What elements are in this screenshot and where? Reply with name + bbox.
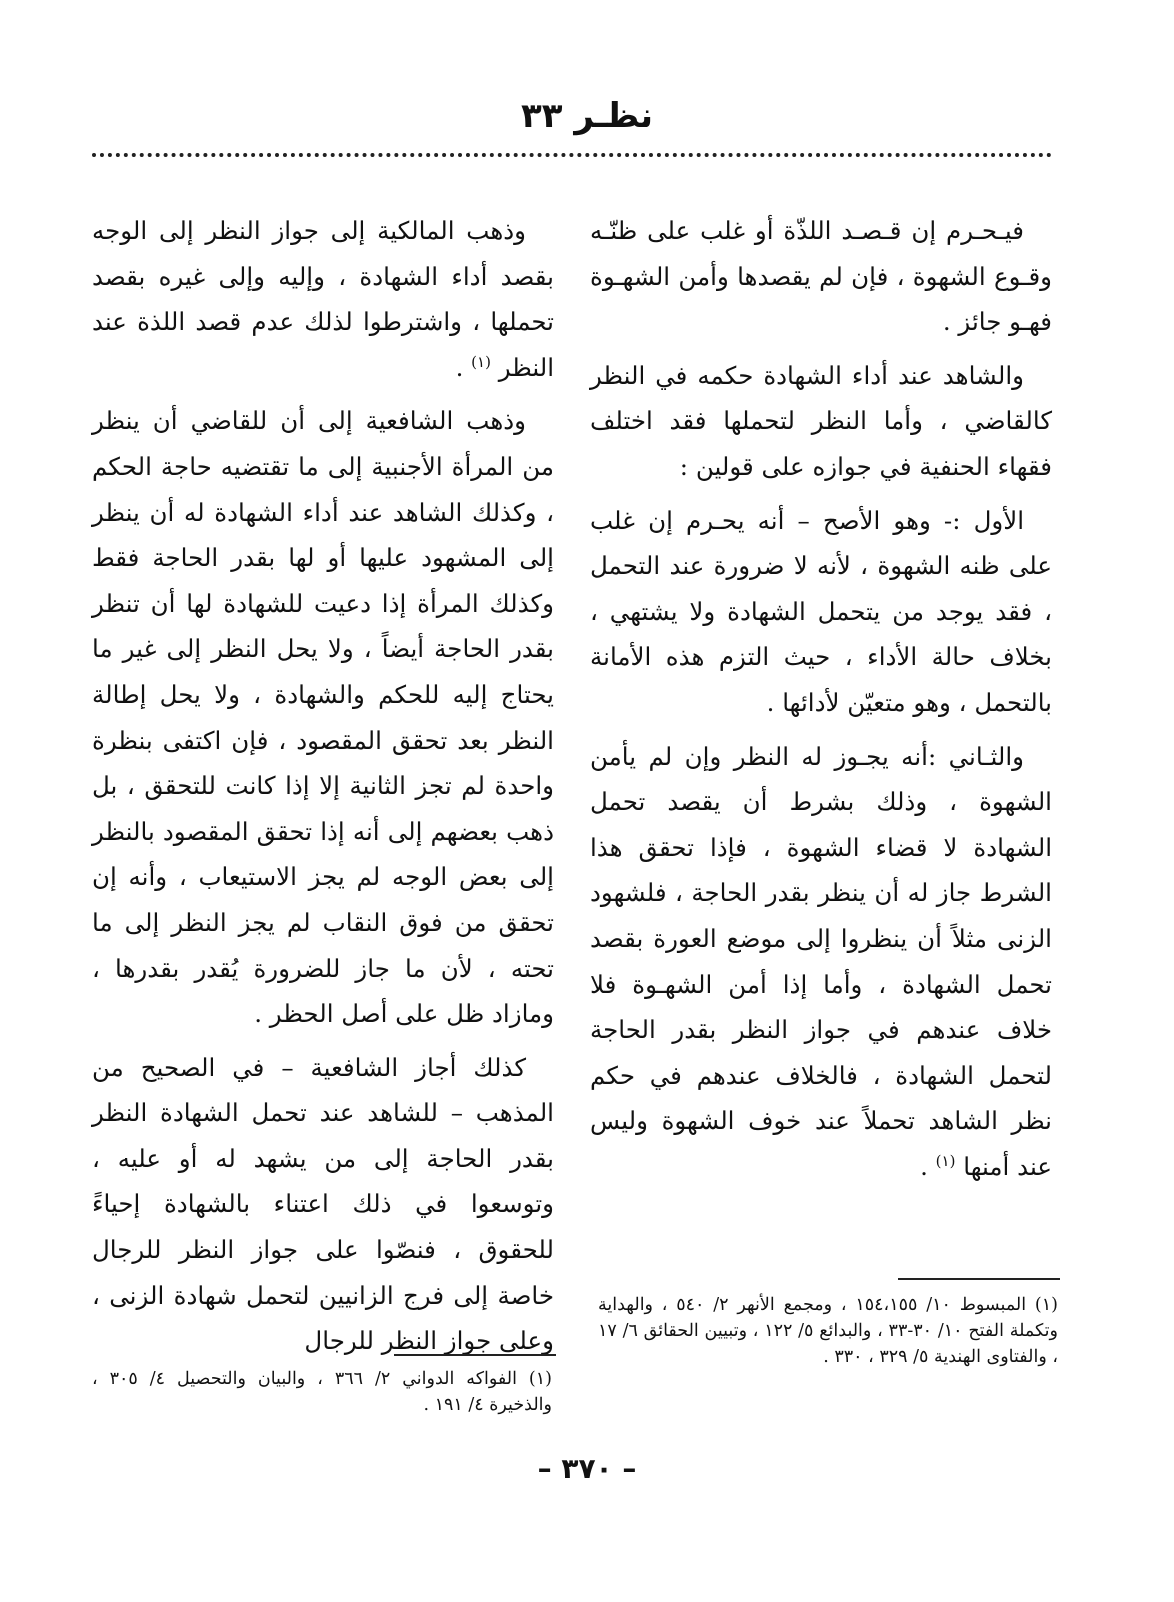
header-dotted-divider [92, 153, 1052, 157]
left-footnote-rule [394, 1354, 556, 1356]
left-paragraph-3: كذلك أجاز الشافعية – في الصحيح من المذهب – للشاهد عند تحمل الشهادة النظر بقدر الحاجة إلى من يشهد له أو عليه ، وتوسعوا في ذلك اعتناء بالشهادة إحياءً للحقوق ، فنصّوا على جواز النظر للرجال خاصة إلى فرج الزانيين لتحمل شهادة الزنى ، وعلى جواز النظر للرجال [92, 1052, 554, 1356]
page-header [0, 96, 1174, 136]
page-number: – ٣٧٠ – [537, 1452, 637, 1485]
left-column [92, 208, 554, 1364]
left-footnote: (١) الفواكه الدواني ٢/ ٣٦٦ ، والبيان والتحصيل ٤/ ٣٠٥ ، والذخيرة ٤/ ١٩١ . [92, 1369, 552, 1415]
left-paragraph-1-text: وذهب المالكية إلى جواز النظر إلى الوجه بقصد أداء الشهادة ، وإليه وإلى غيره بقصد تحملها ، واشترطوا لذلك عدم قصد اللذة عند النظر [92, 216, 554, 382]
right-paragraph-4-text: والثـاني :أنه يجـوز له النظر وإن لم يأمن الشهوة ، وذلك بشرط أن يقصد تحمل الشهادة لا قضاء الشهوة ، فإذا تحقق هذا الشرط جاز له أن ينظر بقدر الحاجة ، فلشهود الزنى مثلاً أن ينظروا إلى موضع العورة بقصد تحمل الشهادة ، وأما إذا أمن الشهـوة فلا خلاف عندهم في جواز النظر بقدر الحاجة لتحمل الشهادة ، فالخلاف عندهم في حكم نظر الشاهد تحملاً عند خوف الشهوة وليس عند أمنها [590, 741, 1052, 1181]
right-footnote-rule [898, 1278, 1060, 1280]
right-paragraph-4: والثـاني :أنه يجـوز له النظر وإن لم يأمن الشهوة ، وذلك بشرط أن يقصد تحمل الشهادة لا قضاء الشهوة ، فإذا تحقق هذا الشرط جاز له أن ينظر بقدر الحاجة ، فلشهود الزنى مثلاً أن ينظروا إلى موضع العورة بقصد تحمل الشهادة ، وأما إذا أمن الشهـوة فلا خلاف عندهم في جواز النظر بقدر الحاجة لتحمل الشهادة ، فالخلاف عندهم في حكم نظر الشاهد تحملاً عند خوف الشهوة وليس عند أمنها $^{(١)}$ . [590, 741, 1052, 1181]
footnote-reference: (١) [471, 352, 491, 371]
left-paragraph-1: وذهب المالكية إلى جواز النظر إلى الوجه بقصد أداء الشهادة ، وإليه وإلى غيره بقصد تحملها ، واشترطوا لذلك عدم قصد اللذة عند النظر $^{(١)}$ . [92, 216, 554, 382]
right-paragraph-2: والشاهد عند أداء الشهادة حكمه في النظر كالقاضي ، وأما النظر لتحملها فقد اختلف فقهاء الحنفية في جوازه على قولين : [590, 360, 1052, 481]
right-column [590, 208, 1052, 1189]
right-footnote: (١) المبسوط ١٠/ ١٥٤،١٥٥ ، ومجمع الأنهر ٢/ ٥٤٠ ، والهداية وتكملة الفتح ١٠/ ٣٠-٣٣ ، والبدائع ٥/ ١٢٢ ، وتبيين الحقائق ٦/ ١٧ ، والفتاوى الهندية ٥/ ٣٢٩ ، ٣٣٠ . [598, 1295, 1058, 1367]
left-paragraph-2: وذهب الشافعية إلى أن للقاضي أن ينظر من المرأة الأجنبية إلى ما تقتضيه حاجة الحكم ، وكذلك الشاهد عند أداء الشهادة له أن ينظر إلى المشهود عليها أو لها بقدر الحاجة فقط وكذلك المرأة إذا دعيت للشهادة لها أن تنظر بقدر الحاجة أيضاً ، ولا يحل النظر إلى غير ما يحتاج إليه للحكم والشهادة ، ولا يحل إطالة النظر بعد تحقق المقصود ، فإن اكتفى بنظرة واحدة لم تجز الثانية إلا إذا كانت للتحقق ، بل ذهب بعضهم إلى أنه إذا تحقق المقصود بالنظر إلى بعض الوجه لم يجز الاستيعاب ، وأنه إن تحقق من فوق النقاب لم يجز النظر إلى ما تحته ، لأن ما جاز للضرورة يُقدر بقدرها ، ومازاد ظل على أصل الحظر . [92, 406, 554, 1029]
header-title: نظـر ٣٣ [520, 96, 653, 136]
right-paragraph-1: فيـحـرم إن قـصـد اللذّة أو غلب على ظنّـه وقـوع الشهوة ، فإن لم يقصدها وأمن الشهـوة فهـو جائز . [590, 216, 1052, 337]
right-paragraph-3: الأول :- وهو الأصح – أنه يحـرم إن غلب على ظنه الشهوة ، لأنه لا ضرورة عند التحمل ، فقد يوجد من يتحمل الشهادة ولا يشتهي ، بخلاف حالة الأداء ، حيث التزم هذه الأمانة بالتحمل ، وهو متعيّن لأدائها . [590, 505, 1052, 717]
footnote-reference: (١) [935, 1151, 956, 1170]
